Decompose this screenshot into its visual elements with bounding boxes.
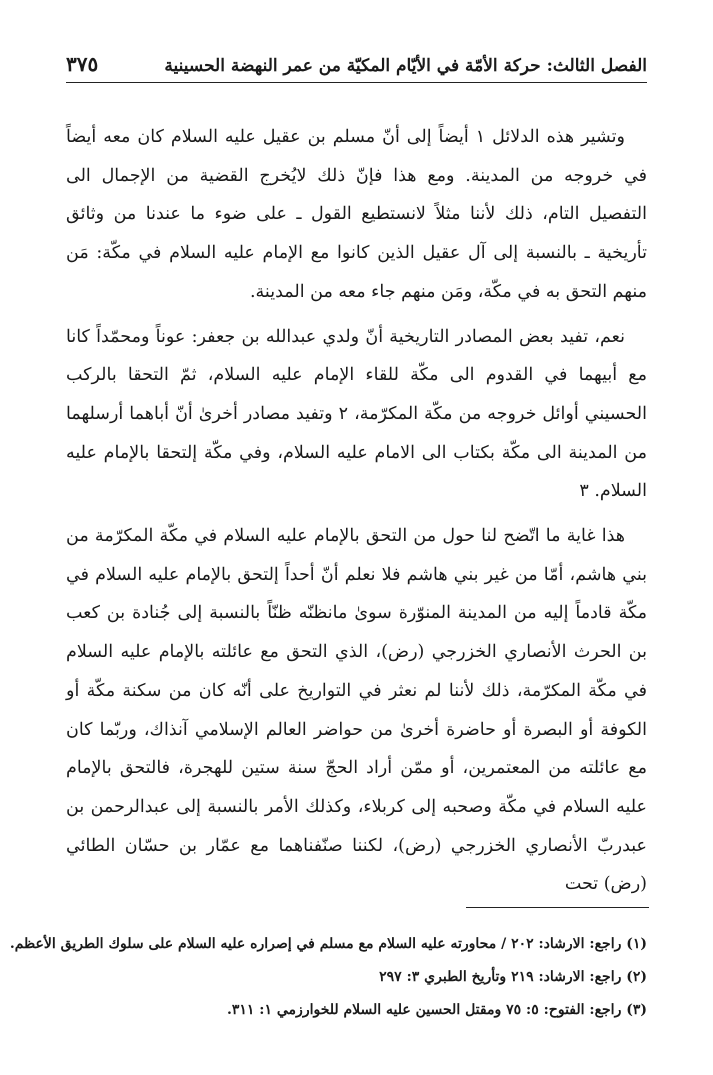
paragraph: هذا غاية ما اتّضح لنا حول من التحق بالإمام عليه السلام في مكّة المكرّمة من بني هاشم، أمّا من غير بني هاشم فلا نعلم أنّ أحداً إلتحق بالإمام عليه السلام في مكّة قادماً إليه من المدينة المنوّرة سوىٰ مانظنّه ظنّاً بالنسبة إلى جُنادة بن كعب بن الحرث الأنصاري الخزرجي (رض)، الذي التحق مع عائلته بالإمام عليه السلام في مكّة المكرّمة، ذلك لأننا لم نعثر في التواريخ على أنّه كان من سكنة مكّة أو الكوفة أو البصرة أو حاضرة أخرىٰ من حواضر العالم الإسلامي آنذاك، وربّما كان مع عائلته من المعتمرين، أو ممّن أراد الحجّ سنة ستين للهجرة، فالتحق بالإمام عليه السلام في مكّة وصحبه إلى كربلاء، وكذلك الأمر بالنسبة إلى عبدالرحمن بن عبدربّ الأنصاري الخزرجي (رض)، لكننا صنّفناهما مع عمّار بن حسّان الطائي (رض) تحت: [66, 526, 647, 895]
chapter-title: الفصل الثالث: حركة الأمّة في الأيّام المكيّة من عمر النهضة الحسينية: [164, 56, 647, 76]
paragraph: نعم، تفيد بعض المصادر التاريخية أنّ ولدي عبدالله بن جعفر: عوناً ومحمّداً كانا مع أبيهما في القدوم الى مكّة للقاء الإمام عليه السلام، ثمّ التحقا بالركب الحسيني أوائل خروجه من مكّة المكرّمة، ٢ وتفيد مصادر أخرىٰ أنّ أباهما أرسلهما من المدينة الى مكّة بكتاب الى الامام عليه السلام، وفي مكّة إلتحقا بالإمام عليه السلام. ٣: [66, 326, 647, 502]
footnote: (١) راجع: الارشاد: ٢٠٢ / محاورته عليه السلام مع مسلم في إصراره عليه السلام على سلوك الطريق الأعظم.: [9, 936, 647, 952]
paragraph: وتشير هذه الدلائل ١ أيضاً إلى أنّ مسلم بن عقيل عليه السلام كان معه أيضاً في خروجه من المدينة. ومع هذا فإنّ ذلك لايُخرج القضية من الإجمال الى التفصيل التام، ذلك لأننا مثلاً لانستطيع القول ـ على ضوء ما عندنا من وثائق تأريخية ـ بالنسبة إلى آل عقيل الذين كانوا مع الإمام عليه السلام في مكّة: مَن منهم التحق به في مكّة، ومَن منهم جاء معه من المدينة.: [66, 127, 647, 302]
footnote: (٣) راجع: الفتوح: ٥: ٧٥ ومقتل الحسين عليه السلام للخوارزمي ١: ٣١١.: [227, 1002, 647, 1018]
footnotes: [9, 928, 647, 1027]
page-number: ٣٧٥: [66, 52, 99, 76]
footnote-divider: [466, 907, 649, 908]
page-header: [66, 52, 647, 83]
footnote: (٢) راجع: الارشاد: ٢١٩ وتأريخ الطبري ٣: ٢٩٧: [379, 969, 647, 985]
body-text: [66, 118, 647, 910]
